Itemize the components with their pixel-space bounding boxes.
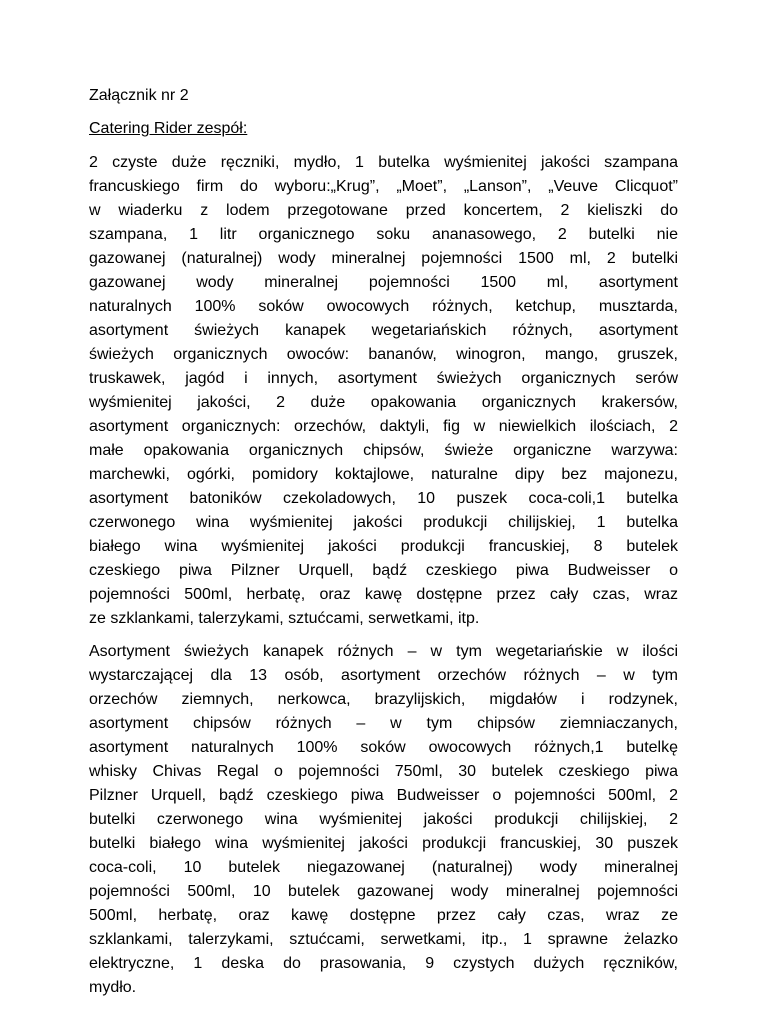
paragraph-line: świeżych organicznych owoców: bananów, winogron, mango, gruszek, (89, 346, 678, 363)
paragraph-line: elektryczne, 1 deska do prasowania, 9 czystych dużych ręczników, (89, 955, 678, 972)
document-heading: Załącznik nr 2 (89, 87, 189, 104)
paragraph-line: gazowanej (naturalnej) wody mineralnej pojemności 1500 ml, 2 butelki (89, 250, 678, 267)
paragraph-line: wystarczającej dla 13 osób, asortyment orzechów różnych – w tym (89, 667, 678, 684)
document-page (89, 84, 678, 1009)
paragraph-line: asortyment organicznych: orzechów, daktyli, fig w niewielkich ilościach, 2 (89, 418, 678, 435)
paragraph-line: czerwonego wina wyśmienitej jakości produkcji chilijskiej, 1 butelka (89, 514, 678, 531)
paragraph-line: gazowanej wody mineralnej pojemności 1500 ml, asortyment (89, 274, 678, 291)
paragraph-line: truskawek, jagód i innych, asortyment świeżych organicznych serów (89, 370, 678, 387)
paragraph-line: czeskiego piwa Pilzner Urquell, bądź czeskiego piwa Budweisser o (89, 562, 678, 579)
paragraph-line: butelki czerwonego wina wyśmienitej jakości produkcji chilijskiej, 2 (89, 811, 678, 828)
catering-rider-subheading: Catering Rider zespół: (89, 120, 248, 137)
paragraph-line: butelki białego wina wyśmienitej jakości produkcji francuskiej, 30 puszek (89, 835, 678, 852)
paragraph-line: francuskiego firm do wyboru:„Krug”, „Moet”, „Lanson”, „Veuve Clicquot” (89, 178, 678, 195)
paragraph-line: pojemności 500ml, herbatę, oraz kawę dostępne przez cały czas, wraz (89, 586, 678, 603)
paragraph-band-rider (89, 151, 678, 631)
paragraph-line: orzechów ziemnych, nerkowca, brazylijskich, migdałów i rodzynek, (89, 691, 678, 708)
paragraph-line: asortyment świeżych kanapek wegetariańskich różnych, asortyment (89, 322, 678, 339)
paragraph-line: coca-coli, 10 butelek niegazowanej (naturalnej) wody mineralnej (89, 859, 678, 876)
paragraph-line: marchewki, ogórki, pomidory koktajlowe, naturalne dipy bez majonezu, (89, 466, 678, 483)
paragraph-line: ze szklankami, talerzykami, sztućcami, serwetkami, itp. (89, 610, 480, 627)
paragraph-line: asortyment batoników czekoladowych, 10 puszek coca-coli,1 butelka (89, 490, 678, 507)
paragraph-line: wyśmienitej jakości, 2 duże opakowania organicznych krakersów, (89, 394, 678, 411)
paragraph-line: whisky Chivas Regal o pojemności 750ml, 30 butelek czeskiego piwa (89, 763, 678, 780)
paragraph-line: mydło. (89, 979, 137, 996)
paragraph-line: małe opakowania organicznych chipsów, świeże organiczne warzywa: (89, 442, 678, 459)
paragraph-line: białego wina wyśmienitej jakości produkcji francuskiej, 8 butelek (89, 538, 678, 555)
paragraph-line: pojemności 500ml, 10 butelek gazowanej wody mineralnej pojemności (89, 883, 678, 900)
paragraph-line: asortyment naturalnych 100% soków owocowych różnych,1 butelkę (89, 739, 678, 756)
paragraph-line: w wiaderku z lodem przegotowane przed koncertem, 2 kieliszki do (89, 202, 678, 219)
paragraph-line: 2 czyste duże ręczniki, mydło, 1 butelka wyśmienitej jakości szampana (89, 154, 678, 171)
paragraph-line: 500ml, herbatę, oraz kawę dostępne przez cały czas, wraz ze (89, 907, 678, 924)
paragraph-crew-rider (89, 640, 678, 1000)
paragraph-line: Pilzner Urquell, bądź czeskiego piwa Budweisser o pojemności 500ml, 2 (89, 787, 678, 804)
paragraph-line: szampana, 1 litr organicznego soku ananasowego, 2 butelki nie (89, 226, 678, 243)
paragraph-line: Asortyment świeżych kanapek różnych – w tym wegetariańskie w ilości (89, 643, 678, 660)
paragraph-line: asortyment chipsów różnych – w tym chipsów ziemniaczanych, (89, 715, 678, 732)
paragraph-line: naturalnych 100% soków owocowych różnych, ketchup, musztarda, (89, 298, 678, 315)
paragraph-line: szklankami, talerzykami, sztućcami, serwetkami, itp., 1 sprawne żelazko (89, 931, 678, 948)
